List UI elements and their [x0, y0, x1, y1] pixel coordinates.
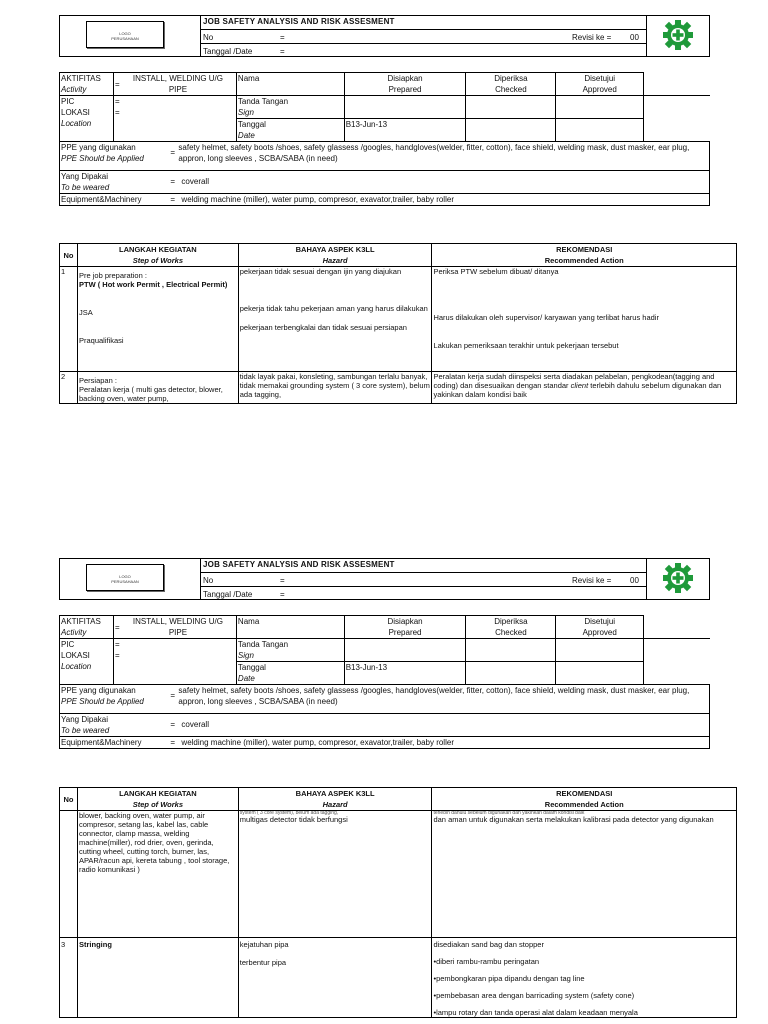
yang-eq: = [170, 720, 176, 729]
location-label-en: Location [61, 662, 92, 671]
k3-logo-cell [646, 559, 710, 599]
disiapkan-label: Disiapkan [387, 74, 423, 83]
k3-safety-gear-icon [662, 562, 694, 594]
activity-value: INSTALL, WELDING U/G PIPE [132, 74, 223, 94]
equip-eq: = [170, 738, 176, 747]
col-langkah-en: Step of Works [77, 255, 238, 267]
prepared-label: Prepared [388, 628, 422, 637]
activity-label-en: Activity [61, 85, 87, 94]
ttd-label: Tanda Tangan [237, 97, 289, 106]
hazard-text: pekerjaan tidak sesuai dengan ijin yang diajukan [239, 267, 402, 276]
yang-label: Yang Dipakai [61, 715, 108, 724]
step-text: Peralatan kerja ( multi gas detector, blower, backing oven, water pump, [78, 385, 223, 403]
hazard-text: pekerja tidak tahu pekerjaan aman yang harus dilakukan [239, 304, 428, 313]
step-text: Stringing [78, 940, 112, 949]
disetujui-label: Disetujui [584, 617, 616, 626]
jsa-header [59, 558, 710, 600]
ppe-eq: = [170, 148, 176, 157]
recommendation-text: Harus dilakukan oleh supervisor/ karyawan yang terlibat harus hadir [433, 313, 659, 322]
activity-info-table [59, 72, 710, 206]
step-text: Pre job preparation : [78, 271, 147, 280]
document-page-2 [0, 557, 768, 1024]
checked-label: Checked [495, 628, 527, 637]
yang-eq: = [170, 177, 176, 186]
document-title: JOB SAFETY ANALYSIS AND RISK ASSESMENT [203, 17, 395, 26]
no-eq: = [280, 576, 285, 585]
col-bahaya-en: Hazard [238, 255, 432, 267]
activity-info-table [59, 615, 710, 749]
activity-label: AKTIFITAS [61, 617, 101, 626]
tanggal-label: Tanggal [237, 120, 266, 129]
pic-label: PIC [61, 640, 75, 649]
recommendation-text: Periksa PTW sebelum dibuat/ ditanya [433, 267, 559, 276]
row-no: 3 [60, 938, 78, 1018]
yang-label: Yang Dipakai [61, 172, 108, 181]
col-langkah: LANGKAH KEGIATAN [77, 788, 238, 800]
lokasi-label: LOKASI [61, 651, 90, 660]
document-page-1 [0, 14, 768, 424]
pic-eq: = [114, 640, 120, 649]
row-no: 2 [60, 372, 78, 404]
recommendation-text: Lakukan pemeriksaan terakhir untuk pekerjaan tersebut [433, 341, 619, 350]
tanggal-label: Tanggal [237, 663, 266, 672]
col-rekomendasi: REKOMENDASI [432, 244, 737, 256]
approved-label: Approved [582, 85, 617, 94]
activity-label: AKTIFITAS [61, 74, 101, 83]
recommendation-text: •diberi rambu-rambu peringatan [433, 957, 540, 966]
hazard-text: tidak layak pakai, konsleting, sambungan terlalu banyak, tidak memakai grounding system ( 3 core system), belum ada tagging, [239, 372, 430, 399]
table-row [60, 811, 737, 938]
sign-label: Sign [237, 651, 254, 660]
revisi-value: 00 [630, 576, 639, 585]
hazard-text: terbentur pipa [239, 958, 287, 967]
revisi-label: Revisi ke = [572, 576, 612, 585]
recommendation-text: •pembongkaran pipa dipandu dengan tag line [433, 974, 585, 983]
date-label: Tanggal /Date [203, 47, 253, 56]
ttd-label: Tanda Tangan [237, 640, 289, 649]
pic-eq: = [114, 97, 120, 106]
date-eq: = [280, 590, 285, 599]
activity-eq: = [114, 623, 120, 632]
recommendation-text-cut: terlebih dahulu sebelum digunakan dan yakinkan dalam kondisi baik [433, 811, 585, 815]
equip-label: Equipment&Machinery [61, 738, 142, 747]
date-label: Tanggal /Date [203, 590, 253, 599]
yang-label-en: To be weared [61, 726, 110, 735]
table-row [60, 372, 737, 404]
recommendation-text: dan aman untuk digunakan serta melakukan kalibrasi pada detector yang digunakan [433, 815, 714, 824]
company-logo-placeholder: LOGO PERUSAHAAN [86, 21, 164, 48]
recommendation-text: •pembebasan area dengan barricading system (safety cone) [433, 991, 635, 1000]
col-langkah: LANGKAH KEGIATAN [77, 244, 238, 256]
location-label-en: Location [61, 119, 92, 128]
hazard-text: multigas detector tidak berfungsi [239, 815, 348, 824]
steps-table [59, 787, 737, 1018]
col-rekomendasi-en: Recommended Action [432, 799, 737, 811]
equip-value: welding machine (miller), water pump, compresor, exavator,trailer, baby roller [181, 738, 454, 747]
col-no: No [60, 788, 78, 811]
col-bahaya-en: Hazard [238, 799, 432, 811]
company-logo-placeholder: LOGO PERUSAHAAN [86, 564, 164, 591]
k3-logo-cell [646, 16, 710, 56]
disiapkan-label: Disiapkan [387, 617, 423, 626]
lokasi-label: LOKASI [61, 108, 90, 117]
recommendation-text: disediakan sand bag dan stopper [433, 940, 544, 949]
step-text: blower, backing oven, water pump, air compresor, setang las, kabel las, cable connector, clamp massa, welding machine(miller), rod drier, oven, gerinda, cutting wheel, cutting torch, burner, las, APAR/racun api, kereta tabung , tool storage, radio komunikasi ) [78, 811, 230, 874]
page-gap [0, 424, 768, 557]
col-rekomendasi: REKOMENDASI [432, 788, 737, 800]
pic-label: PIC [61, 97, 75, 106]
recommendation-text: Peralatan kerja sudah diinspeksi serta diadakan pelabelan, pengkodean(tagging and coding) dan disesuaikan dengan standar [433, 372, 715, 390]
disetujui-label: Disetujui [584, 74, 616, 83]
col-langkah-en: Step of Works [77, 799, 238, 811]
document-title: JOB SAFETY ANALYSIS AND RISK ASSESMENT [203, 560, 395, 569]
ppe-value: safety helmet, safety boots /shoes, safety glassess /googles, handgloves(welder, fitter, cotton), face shield, welding mask, dust masker, ear plug, appron, long sleeves , SCBA/SABA (in need) [178, 686, 690, 706]
table-row [60, 267, 737, 372]
diperiksa-label: Diperiksa [494, 617, 528, 626]
nama-label: Nama [237, 617, 260, 626]
col-bahaya: BAHAYA ASPEK K3LL [238, 244, 432, 256]
tanggal-value: B13-Jun-13 [345, 120, 388, 129]
col-bahaya: BAHAYA ASPEK K3LL [238, 788, 432, 800]
approved-label: Approved [582, 628, 617, 637]
checked-label: Checked [495, 85, 527, 94]
steps-table [59, 243, 737, 404]
step-text: PTW ( Hot work Permit , Electrical Permit) [78, 280, 228, 289]
date-eq: = [280, 47, 285, 56]
activity-value: INSTALL, WELDING U/G PIPE [132, 617, 223, 637]
logo-cell [60, 16, 201, 56]
revisi-label: Revisi ke = [572, 33, 612, 42]
recommendation-client: client [570, 381, 589, 390]
logo-cell [60, 559, 201, 599]
jsa-header [59, 15, 710, 57]
equip-label: Equipment&Machinery [61, 195, 142, 204]
lokasi-eq: = [114, 651, 120, 660]
date-label-en: Date [237, 131, 255, 140]
sign-label: Sign [237, 108, 254, 117]
hazard-text: kejatuhan pipa [239, 940, 289, 949]
row-no: 1 [60, 267, 78, 372]
no-eq: = [280, 33, 285, 42]
equip-eq: = [170, 195, 176, 204]
col-rekomendasi-en: Recommended Action [432, 255, 737, 267]
diperiksa-label: Diperiksa [494, 74, 528, 83]
step-text: Praqualifikasi [78, 336, 124, 345]
date-label-en: Date [237, 674, 255, 683]
nama-label: Nama [237, 74, 260, 83]
activity-eq: = [114, 80, 120, 89]
recommendation-text: •lampu rotary dan tanda operasi alat dalam keadaan menyala [433, 1008, 638, 1017]
no-label: No [203, 576, 214, 585]
yang-value: coverall [181, 177, 209, 186]
activity-label-en: Activity [61, 628, 87, 637]
ppe-label: PPE yang digunakan [61, 143, 136, 152]
ppe-label: PPE yang digunakan [61, 686, 136, 695]
k3-safety-gear-icon [662, 19, 694, 51]
prepared-label: Prepared [388, 85, 422, 94]
yang-label-en: To be weared [61, 183, 110, 192]
hazard-text: pekerjaan terbengkalai dan tidak sesuai persiapan [239, 323, 407, 332]
ppe-label-en: PPE Should be Applied [61, 154, 144, 163]
col-no: No [60, 244, 78, 267]
lokasi-eq: = [114, 108, 120, 117]
tanggal-value: B13-Jun-13 [345, 663, 388, 672]
table-row [60, 938, 737, 1018]
step-text: JSA [78, 308, 93, 317]
recommendation-text: terlebih dahulu sebelum digunakan dan yakinkan dalam kondisi baik [433, 381, 722, 399]
revisi-value: 00 [630, 33, 639, 42]
no-label: No [203, 33, 214, 42]
step-text: Persiapan : [78, 376, 117, 385]
ppe-eq: = [170, 691, 176, 700]
ppe-label-en: PPE Should be Applied [61, 697, 144, 706]
yang-value: coverall [181, 720, 209, 729]
ppe-value: safety helmet, safety boots /shoes, safety glassess /googles, handgloves(welder, fitter, cotton), face shield, welding mask, dust masker, ear plug, appron, long sleeves , SCBA/SABA (in need) [178, 143, 690, 163]
equip-value: welding machine (miller), water pump, compresor, exavator,trailer, baby roller [181, 195, 454, 204]
hazard-text-cut: system ( 3 core system), belum ada tagging, [239, 811, 339, 815]
